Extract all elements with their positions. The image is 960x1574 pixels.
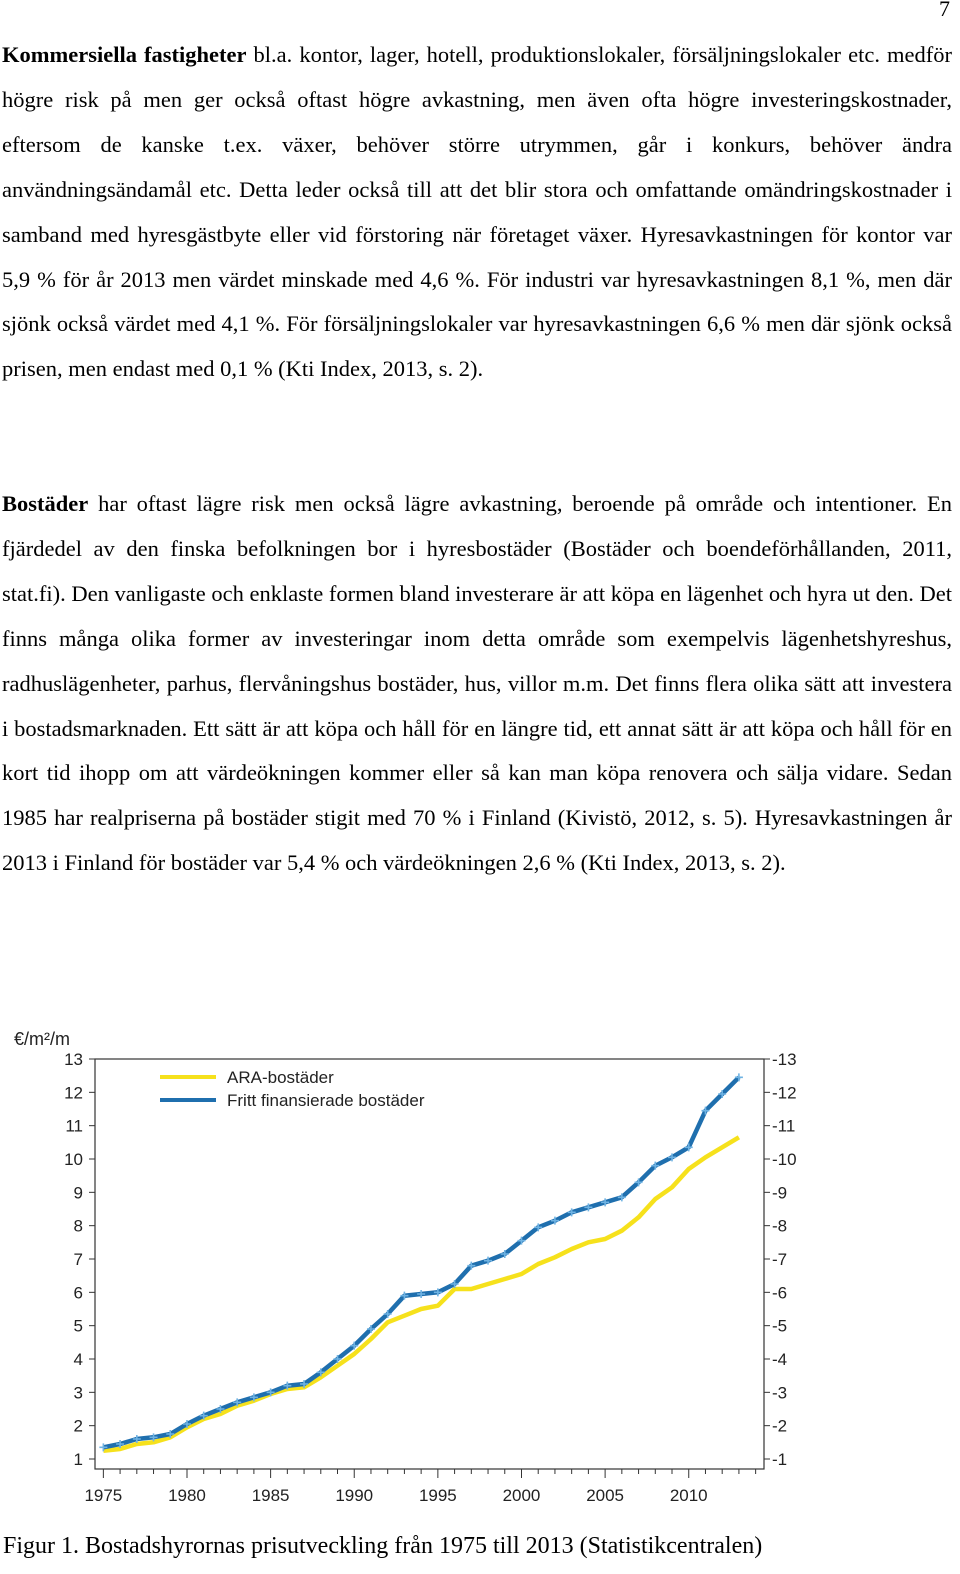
y-tick-label-right: -5: [772, 1316, 788, 1336]
y-axis-left: [64, 1050, 95, 1469]
term-housing: Bostäder: [2, 491, 89, 516]
legend-label-free: Fritt finansierade bostäder: [227, 1091, 425, 1110]
y-tick-label-left: 6: [73, 1283, 83, 1303]
rent-price-chart: [0, 1018, 960, 1518]
y-axis-label: €/m²/m: [14, 1029, 70, 1049]
y-tick-label-right: -3: [772, 1383, 788, 1403]
y-tick-label-right: -12: [772, 1083, 797, 1103]
legend: [160, 1068, 425, 1110]
y-tick-label-left: 7: [73, 1250, 83, 1269]
y-tick-label-left: 9: [73, 1183, 83, 1203]
x-tick-label: 1975: [84, 1486, 123, 1505]
y-tick-label-right: -9: [772, 1183, 788, 1203]
legend-label-ara: ARA-bostäder: [227, 1068, 334, 1087]
x-tick-label: 1995: [418, 1486, 457, 1505]
series-layer: [99, 1073, 743, 1451]
x-tick-label: 1985: [251, 1486, 290, 1505]
y-tick-label-right: -13: [772, 1050, 797, 1069]
y-tick-label-right: -4: [772, 1350, 788, 1369]
plot-frame: [95, 1059, 764, 1469]
page-number: 7: [939, 0, 950, 21]
y-tick-label-right: -8: [772, 1216, 788, 1236]
x-tick-label: 1990: [335, 1486, 374, 1505]
y-tick-label-left: 8: [73, 1216, 83, 1236]
y-tick-label-right: -6: [772, 1283, 788, 1303]
paragraph-commercial-properties: [2, 33, 952, 392]
y-tick-label-left: 12: [64, 1083, 83, 1103]
y-tick-label-left: 1: [73, 1450, 83, 1469]
y-tick-label-left: 3: [73, 1383, 83, 1403]
paragraph-commercial-text: bl.a. kontor, lager, hotell, produktionslokaler, försäljningslokaler etc. medför högre risk på men ger också oftast högre avkastning, men även ofta högre investeringskostnader, eftersom de kanske t.ex. växer, behöver större utrymmen, går i konkurs, behöver ändra användningsändamål etc. Detta leder också till att det blir stora och omfattande omändringskostnader i samband med hyresgästbyte eller vid förstoring när företaget växer. Hyresavkastningen för kontor var 5,9 % för år 2013 men värdet minskade med 4,6 %. För industri var hyresavkastningen 8,1 %, men där sjönk också värdet med 4,1 %. För försäljningslokaler var hyresavkastningen 6,6 % men där sjönk också prisen, men endast med 0,1 % (Kti Index, 2013, s. 2).: [2, 42, 952, 382]
paragraph-housing: [2, 482, 952, 886]
data-point-free: [417, 1290, 425, 1298]
series-line-free: [103, 1077, 739, 1447]
y-tick-label-left: 10: [64, 1150, 83, 1169]
y-tick-label-right: -2: [772, 1416, 788, 1436]
y-tick-label-right: -1: [772, 1450, 788, 1469]
paragraph-housing-text: har oftast lägre risk men också lägre avkastning, beroende på område och intentioner. En fjärdedel av den finska befolkningen bor i hyresbostäder (Bostäder och boendeförhållanden, 2011, stat.fi). Den vanligaste och enklaste formen bland investerare är att köpa en lägenhet och hyra ut den. Det finns många olika former av investeringar inom detta område som exempelvis lägenhetshyreshus, radhuslägenheter, parhus, flervåningshus bostäder, hus, villor m.m. Det finns flera olika sätt att investera i bostadsmarknaden. Ett sätt är att köpa och håll för en längre tid, ett annat sätt är att köpa och håll för en kort tid ihopp om att värdeökningen kommer eller så kan man köpa renovera och sälja vidare. Sedan 1985 har realpriserna på bostäder stigit med 70 % i Finland (Kivistö, 2012, s. 5). Hyresavkastningen år 2013 i Finland för bostäder var 5,4 % och värdeökningen 2,6 % (Kti Index, 2013, s. 2).: [2, 491, 952, 876]
figure-caption: Figur 1. Bostadshyrornas prisutveckling från 1975 till 2013 (Statistikcentralen): [3, 1533, 763, 1559]
x-tick-label: 1980: [168, 1486, 206, 1505]
y-tick-label-left: 13: [64, 1050, 83, 1069]
x-tick-label: 2000: [502, 1486, 541, 1505]
y-tick-label-right: -7: [772, 1250, 788, 1269]
x-axis: [84, 1469, 755, 1505]
y-tick-label-right: -11: [772, 1116, 796, 1136]
term-commercial-properties: Kommersiella fastigheter: [2, 42, 247, 67]
y-tick-label-left: 4: [73, 1350, 83, 1369]
y-tick-label-left: 5: [73, 1316, 83, 1336]
x-tick-label: 2010: [669, 1486, 708, 1505]
y-tick-label-right: -10: [772, 1150, 797, 1169]
y-axis-right: [764, 1050, 797, 1469]
y-tick-label-left: 2: [73, 1416, 83, 1436]
x-tick-label: 2005: [586, 1486, 625, 1505]
y-tick-label-left: 11: [65, 1116, 83, 1136]
